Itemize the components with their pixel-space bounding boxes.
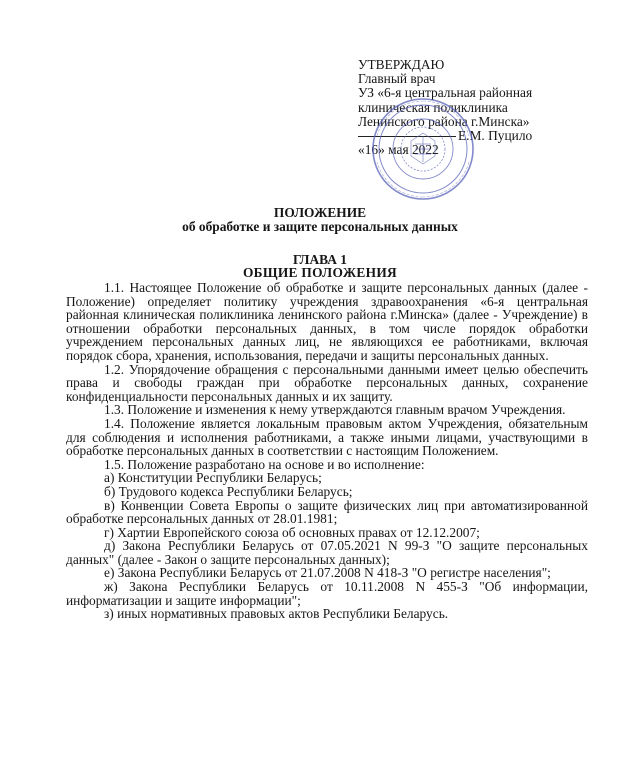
list-item: ж) Закона Республики Беларусь от 10.11.2008 N 455-З "Об информации, информатизации и защите информации"; <box>66 579 588 608</box>
chapter-heading <box>0 253 640 279</box>
round-seal-icon <box>370 96 476 202</box>
document-body <box>66 281 588 621</box>
approval-date: «16» мая 2022 <box>358 142 439 158</box>
list-item: а) Конституции Республики Беларусь; <box>104 470 322 486</box>
document-title <box>0 206 640 234</box>
approval-org-line-3: Ленинского района г.Минска» <box>358 113 530 129</box>
list-item: е) Закона Республики Беларусь от 21.07.2008 N 418-З "О регистре населения"; <box>104 565 551 581</box>
paragraph-1-1: 1.1. Настоящее Положение об обработке и защите персональных данных (далее - Положение) определяет политику учреждения здравоохранения «6-я центральная районная клиническая поликлиника ленинского района г.Минска» (далее - Учреждение) в отношении обработки персональных данных, в том числе порядок обработки учреждением персональных данных лиц, не являющихся ее работниками, включая порядок сбора, хранения, использования, передачи и защиты персональных данных. <box>66 280 588 363</box>
approval-org-line-2: клиническая поликлиника <box>358 99 508 115</box>
chapter-name: ОБЩИЕ ПОЛОЖЕНИЯ <box>242 265 398 280</box>
paragraph-1-5: 1.5. Положение разработано на основе и во исполнение: <box>104 456 425 472</box>
list-item: з) иных нормативных правовых актов Республики Беларусь. <box>104 606 449 622</box>
list-item: в) Конвенции Совета Европы о защите физических лиц при автоматизированной обработке персональных данных от 28.01.1981; <box>66 497 588 527</box>
list-item: д) Закона Республики Беларусь от 07.05.2021 N 99-З "О защите персональных данных" (далее - Закон о защите персональных данных); <box>66 538 588 567</box>
paragraph-1-4: 1.4. Положение является локальным правовым актом Учреждения, обязательным для соблюдения и исполнения работниками, а также иными лицами, участвующими в обработке персональных данных в соответствии с настоящим Положением. <box>66 415 588 459</box>
list-item: б) Трудового кодекса Республики Беларусь; <box>104 483 353 499</box>
document-title-sub: об обработке и защите персональных данных <box>182 219 458 234</box>
document-title-main: ПОЛОЖЕНИЕ <box>273 205 367 220</box>
chapter-number: ГЛАВА 1 <box>293 252 347 267</box>
approval-heading: УТВЕРЖДАЮ <box>358 57 445 72</box>
paragraph-1-2: 1.2. Упорядочение обращения с персональными данными имеет целью обеспечить права и свободы граждан при обработке персональных данных, сохранение конфиденциальности персональных данных и их защиту. <box>66 361 588 404</box>
approval-position: Главный врач <box>358 71 436 87</box>
approval-org-line-1: УЗ «6-я центральная районная <box>358 85 533 101</box>
paragraph-1-3: 1.3. Положение и изменения к нему утверждаются главным врачом Учреждения. <box>104 402 566 418</box>
signatory-name: Е.М. Пуцило <box>458 128 533 144</box>
list-item: г) Хартии Европейского союза об основных правах от 12.12.2007; <box>104 524 480 540</box>
